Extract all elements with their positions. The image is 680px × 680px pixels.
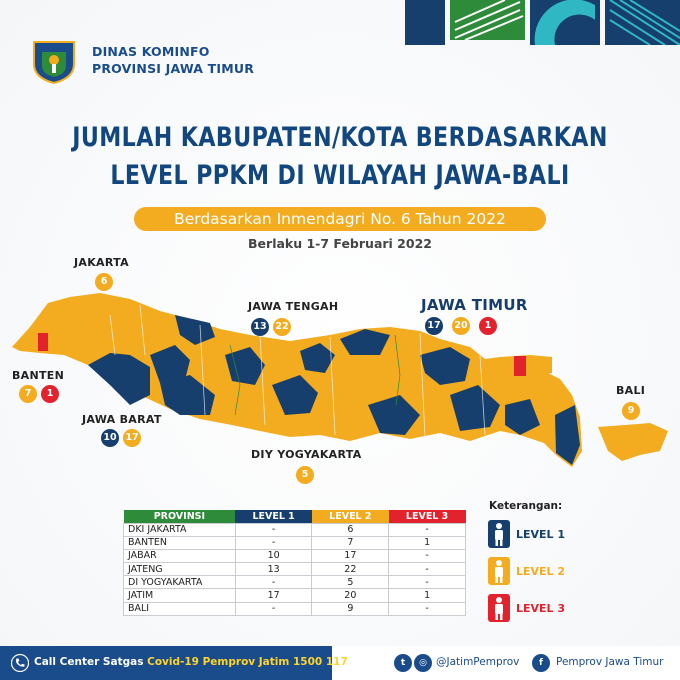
cell-level1: 13: [235, 563, 312, 576]
title-line1: JUMLAH KABUPATEN/KOTA BERDASARKAN: [72, 122, 608, 153]
cell-level2: 6: [312, 523, 389, 536]
legend-item-level2: [488, 557, 618, 589]
cell-level1: 10: [235, 549, 312, 562]
diy-level2-count: 5: [296, 466, 314, 484]
cell-level3: -: [389, 576, 466, 589]
cell-level3: -: [389, 523, 466, 536]
person-icon: [488, 557, 510, 585]
instagram-icon[interactable]: ◎: [414, 654, 432, 672]
cell-level2: 22: [312, 563, 389, 576]
legend-item-level1: [488, 520, 618, 552]
label-banten: BANTEN: [12, 369, 65, 382]
cell-level2: 7: [312, 536, 389, 549]
cell-level3: -: [389, 602, 466, 615]
cell-province: BALI: [124, 602, 236, 615]
cell-level2: 20: [312, 589, 389, 602]
table-header-row: [124, 510, 466, 523]
jatim-emblem-icon: [30, 38, 78, 84]
bali-island: [598, 423, 668, 461]
decorative-stripes: [405, 0, 680, 45]
cell-province: JABAR: [124, 549, 236, 562]
cell-province: JATENG: [124, 563, 236, 576]
cell-level2: 9: [312, 602, 389, 615]
jabar-level2-count: 17: [123, 429, 141, 447]
level3-region-jatim: [514, 356, 526, 376]
cell-level1: -: [235, 602, 312, 615]
cell-level2: 5: [312, 576, 389, 589]
subtitle-pill: Berdasarkan Inmendagri No. 6 Tahun 2022: [134, 207, 546, 231]
table-row: [124, 589, 466, 602]
jatim-level3-count: 1: [479, 317, 497, 335]
cell-level2: 17: [312, 549, 389, 562]
jateng-level2-count: 22: [273, 318, 291, 336]
banten-level3-count: 1: [41, 385, 59, 403]
jateng-level1-count: 13: [251, 318, 269, 336]
call-center-text: [34, 656, 348, 668]
header-provinsi: PROVINSI: [124, 510, 236, 523]
legend-label-level2: LEVEL 2: [516, 565, 566, 578]
legend-title: Keterangan:: [489, 500, 563, 512]
facebook-icon[interactable]: f: [532, 654, 550, 672]
social-handle[interactable]: @JatimPemprov: [436, 656, 520, 668]
person-icon: [488, 594, 510, 622]
level-table: [123, 510, 466, 616]
cell-province: JATIM: [124, 589, 236, 602]
jabar-level1-count: 10: [101, 429, 119, 447]
jakarta-level2-count: 6: [95, 273, 113, 291]
jatim-level1-count: 17: [425, 317, 443, 335]
label-diy: DIY YOGYAKARTA: [251, 448, 362, 461]
table-row: [124, 536, 466, 549]
legend-label-level1: LEVEL 1: [516, 528, 566, 541]
org-line1: DINAS KOMINFO: [92, 44, 210, 59]
header-level2: LEVEL 2: [312, 510, 389, 523]
title-line2: LEVEL PPKM DI WILAYAH JAWA-BALI: [110, 160, 570, 191]
jatim-level2-count: 20: [452, 317, 470, 335]
cell-level1: -: [235, 536, 312, 549]
facebook-page[interactable]: Pemprov Jawa Timur: [556, 656, 664, 668]
cell-level1: 17: [235, 589, 312, 602]
label-jawa-tengah: JAWA TENGAH: [248, 300, 339, 313]
cell-province: DKI JAKARTA: [124, 523, 236, 536]
cell-province: BANTEN: [124, 536, 236, 549]
level3-region-banten: [38, 333, 48, 351]
cell-level1: -: [235, 523, 312, 536]
cell-level3: 1: [389, 536, 466, 549]
label-jawa-barat: JAWA BARAT: [82, 413, 162, 426]
cell-level1: -: [235, 576, 312, 589]
table-row: [124, 576, 466, 589]
table-row: [124, 563, 466, 576]
cell-province: DI YOGYAKARTA: [124, 576, 236, 589]
label-bali: BALI: [616, 384, 646, 397]
label-jawa-timur: JAWA TIMUR: [421, 296, 528, 314]
banten-level2-count: 7: [19, 385, 37, 403]
legend-label-level3: LEVEL 3: [516, 602, 566, 615]
call-highlight: Covid-19 Pemprov Jatim 1500 117: [147, 656, 348, 668]
phone-icon: [11, 654, 29, 672]
table-row: [124, 549, 466, 562]
header-level1: LEVEL 1: [235, 510, 312, 523]
date-label: Berlaku 1-7 Februari 2022: [248, 236, 432, 251]
label-jakarta: JAKARTA: [74, 256, 129, 269]
org-line2: PROVINSI JAWA TIMUR: [92, 61, 255, 76]
header-level3: LEVEL 3: [389, 510, 466, 523]
cell-level3: 1: [389, 589, 466, 602]
org-name: [92, 43, 254, 77]
person-icon: [488, 520, 510, 548]
bali-level2-count: 9: [622, 402, 640, 420]
table-row: [124, 523, 466, 536]
table-row: [124, 602, 466, 615]
legend-item-level3: [488, 594, 618, 626]
call-prefix: Call Center Satgas: [34, 656, 148, 668]
twitter-icon[interactable]: t: [394, 654, 412, 672]
cell-level3: -: [389, 549, 466, 562]
cell-level3: -: [389, 563, 466, 576]
